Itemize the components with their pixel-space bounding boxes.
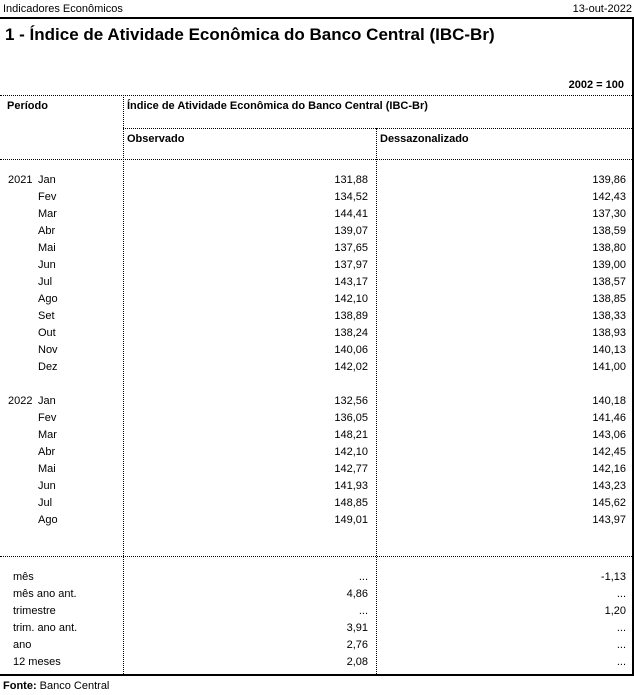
table-row: [0, 206, 632, 223]
table-subheader: [123, 129, 632, 159]
observado-value: 148,21: [334, 429, 368, 441]
summary-row: [0, 620, 632, 637]
dessazonalizado-value: 142,45: [592, 446, 626, 458]
month-cell: Jul: [38, 497, 53, 509]
summary-body: [0, 556, 632, 670]
dessazonalizado-value: -1,13: [600, 571, 626, 583]
dessazonalizado-value: 1,20: [604, 605, 626, 617]
observado-value: ...: [358, 571, 368, 583]
table-row: [0, 495, 632, 512]
table-row: [0, 410, 632, 427]
table-row: [0, 223, 632, 240]
dessazonalizado-value: 143,06: [592, 429, 626, 441]
observado-value: 136,05: [334, 412, 368, 424]
summary-label: trim. ano ant.: [13, 622, 78, 634]
column-header-observado: Observado: [127, 133, 185, 145]
summary-row: [0, 654, 632, 671]
dessazonalizado-value: 142,16: [592, 463, 626, 475]
table-row: [0, 393, 632, 410]
year-cell: [0, 274, 38, 291]
column-divider-observado: [376, 128, 377, 674]
table-header-right: [123, 96, 632, 159]
year-cell: [0, 240, 38, 257]
observado-value: 140,06: [334, 344, 368, 356]
table-row: [0, 444, 632, 461]
dessazonalizado-value: 138,93: [592, 327, 626, 339]
summary-label: mês ano ant.: [13, 588, 77, 600]
observado-value: 137,97: [334, 259, 368, 271]
observado-value: 2,08: [346, 656, 368, 668]
dessazonalizado-value: ...: [616, 588, 626, 600]
summary-row: [0, 586, 632, 603]
month-cell: Nov: [38, 344, 58, 356]
year-cell: [0, 223, 38, 240]
month-cell: Jun: [38, 259, 56, 271]
page-footer: [0, 676, 634, 692]
dessazonalizado-value: 140,13: [592, 344, 626, 356]
observado-value: 142,02: [334, 361, 368, 373]
observado-value: 148,85: [334, 497, 368, 509]
observado-value: 3,91: [346, 622, 368, 634]
year-cell: [0, 359, 38, 376]
table-row: [0, 291, 632, 308]
dessazonalizado-value: 143,97: [592, 514, 626, 526]
month-cell: Ago: [38, 514, 58, 526]
dessazonalizado-value: 141,46: [592, 412, 626, 424]
month-cell: Mar: [38, 208, 57, 220]
year-cell: [0, 512, 38, 529]
source-value: Banco Central: [39, 680, 110, 692]
observado-value: 144,41: [334, 208, 368, 220]
month-cell: Mar: [38, 429, 57, 441]
summary-row: [0, 637, 632, 654]
table-row: [0, 427, 632, 444]
observado-value: 142,10: [334, 293, 368, 305]
table-row: [0, 308, 632, 325]
dessazonalizado-value: 139,00: [592, 259, 626, 271]
summary-label: trimestre: [13, 605, 56, 617]
summary-row: [0, 569, 632, 586]
table-row: [0, 274, 632, 291]
observado-value: 137,65: [334, 242, 368, 254]
report-title: 1 - Índice de Atividade Econômica do Banco Central (IBC-Br): [5, 25, 495, 44]
column-header-period: Período: [7, 100, 48, 112]
month-cell: Fev: [38, 191, 57, 203]
dessazonalizado-value: ...: [616, 656, 626, 668]
page-header-title: Indicadores Econômicos: [3, 3, 123, 15]
table-row: [0, 478, 632, 495]
month-cell: Abr: [38, 225, 56, 237]
month-cell: Set: [38, 310, 55, 322]
dessazonalizado-value: 138,59: [592, 225, 626, 237]
year-cell: [0, 325, 38, 342]
month-cell: Ago: [38, 293, 58, 305]
month-cell: Mai: [38, 463, 56, 475]
observado-value: 142,77: [334, 463, 368, 475]
dessazonalizado-value: 138,80: [592, 242, 626, 254]
month-cell: Jul: [38, 276, 53, 288]
observado-value: 142,10: [334, 446, 368, 458]
month-cell: Jan: [38, 174, 56, 186]
month-cell: Abr: [38, 446, 56, 458]
dessazonalizado-value: 140,18: [592, 395, 626, 407]
dessazonalizado-value: 143,23: [592, 480, 626, 492]
month-cell: Jun: [38, 480, 56, 492]
dessazonalizado-value: 145,62: [592, 497, 626, 509]
summary-label: 12 meses: [13, 656, 61, 668]
table-row: [0, 240, 632, 257]
table-row: [0, 325, 632, 342]
observado-value: 134,52: [334, 191, 368, 203]
observado-value: 2,76: [346, 639, 368, 651]
observado-value: 132,56: [334, 395, 368, 407]
observado-value: 138,24: [334, 327, 368, 339]
observado-value: 131,88: [334, 174, 368, 186]
observado-value: 139,07: [334, 225, 368, 237]
source-label: Fonte:: [3, 680, 37, 692]
month-cell: Jan: [38, 395, 56, 407]
observado-value: 4,86: [346, 588, 368, 600]
summary-label: ano: [13, 639, 32, 651]
dessazonalizado-value: ...: [616, 622, 626, 634]
observado-value: 138,89: [334, 310, 368, 322]
dessazonalizado-value: 138,85: [592, 293, 626, 305]
column-header-group: Índice de Atividade Econômica do Banco Central (IBC-Br): [123, 96, 632, 129]
dessazonalizado-value: 139,86: [592, 174, 626, 186]
observado-value: ...: [358, 605, 368, 617]
table-row: [0, 512, 632, 529]
column-header-dessazonalizado: Dessazonalizado: [380, 133, 469, 145]
year-cell: [0, 495, 38, 512]
year-cell: [0, 461, 38, 478]
summary-label: mês: [13, 571, 34, 583]
year-cell: [0, 427, 38, 444]
table-row: [0, 461, 632, 478]
month-cell: Dez: [38, 361, 58, 373]
dessazonalizado-value: 138,57: [592, 276, 626, 288]
dessazonalizado-value: ...: [616, 639, 626, 651]
year-cell: [0, 291, 38, 308]
year-cell: [0, 189, 38, 206]
month-cell: Mai: [38, 242, 56, 254]
row-gap: [0, 376, 632, 393]
month-cell: Out: [38, 327, 56, 339]
table-row: [0, 257, 632, 274]
month-cell: Fev: [38, 412, 57, 424]
year-cell: [0, 257, 38, 274]
year-cell: [0, 342, 38, 359]
table-header: [0, 95, 632, 160]
table-row: [0, 172, 632, 189]
observado-value: 141,93: [334, 480, 368, 492]
base-index-note: 2002 = 100: [568, 79, 624, 91]
observado-value: 143,17: [334, 276, 368, 288]
table-row: [0, 189, 632, 206]
year-cell: 2022: [8, 395, 33, 407]
year-cell: [0, 410, 38, 427]
year-cell: [0, 206, 38, 223]
year-cell: [0, 444, 38, 461]
column-divider-period: [123, 95, 124, 674]
table-row: [0, 342, 632, 359]
page-header: [0, 0, 634, 17]
dessazonalizado-value: 142,43: [592, 191, 626, 203]
page-header-date: 13-out-2022: [572, 3, 632, 15]
year-cell: [0, 308, 38, 325]
dessazonalizado-value: 138,33: [592, 310, 626, 322]
table-row: [0, 359, 632, 376]
table-body: [0, 160, 632, 556]
observado-value: 149,01: [334, 514, 368, 526]
report-box: [0, 17, 634, 676]
year-cell: [0, 478, 38, 495]
dessazonalizado-value: 141,00: [592, 361, 626, 373]
year-cell: 2021: [8, 174, 33, 186]
dessazonalizado-value: 137,30: [592, 208, 626, 220]
summary-row: [0, 603, 632, 620]
